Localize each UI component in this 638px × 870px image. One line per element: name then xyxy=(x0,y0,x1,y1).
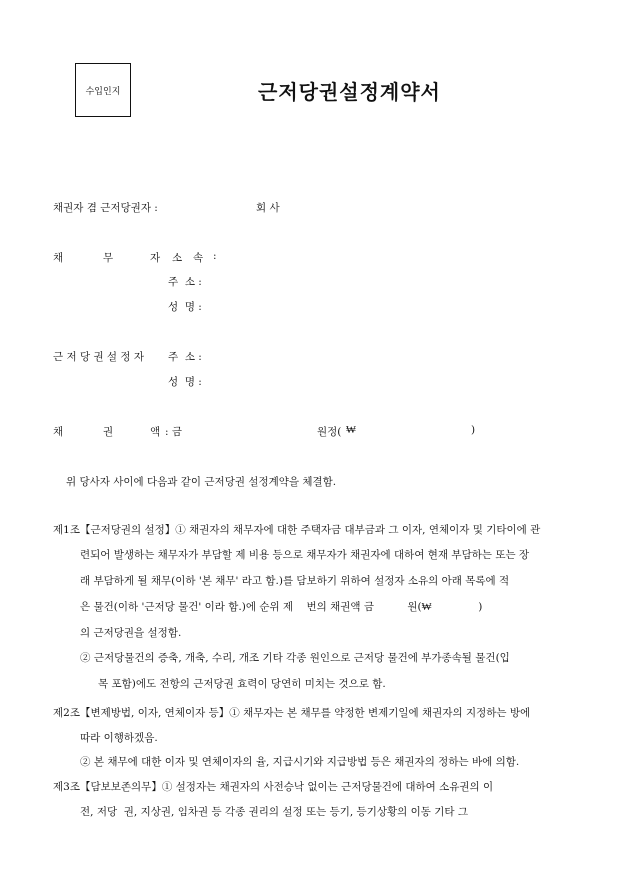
debtor-label-char-2: 무 xyxy=(103,252,114,264)
mortgagor-address-label: 주 소 : xyxy=(168,351,202,363)
article-2-line-3: ② 본 채무에 대한 이자 및 연체이자의 율, 지급시기와 지급방법 등은 채권자의 정하는 바에 의함. xyxy=(80,756,520,768)
article-3-line-1: 제3조【담보보존의무】① 설정자는 채권자의 사전승낙 없이는 근저당물건에 대하여 소유권의 이 xyxy=(53,781,494,793)
mortgagor-name-label: 성 명 : xyxy=(168,376,202,388)
amount-won-sign: ₩ xyxy=(346,424,356,436)
article-1-line-7: 목 포함)에도 전항의 근저당권 효력이 당연히 미치는 것으로 함. xyxy=(98,678,386,690)
debtor-label-char-1: 채 xyxy=(53,252,64,264)
debtor-address-label: 주 소 : xyxy=(168,276,202,288)
creditor-label: 채권자 겸 근저당권자 : xyxy=(53,202,158,214)
creditor-row xyxy=(53,200,158,215)
debtor-name-label: 성 명 : xyxy=(168,301,202,313)
amount-won-label: 원정( xyxy=(317,426,342,438)
debtor-label-char-3: 자 xyxy=(150,252,161,264)
article-1-line-1: 제1조【근저당권의 설정】① 채권자의 채무자에 대한 주택자금 대부금과 그 이자, 연체이자 및 기타이에 관 xyxy=(53,524,541,536)
amount-label-char-1: 채 xyxy=(53,426,64,438)
article-1-line-4: 은 물건(이하 '근저당 물건' 이라 함.)에 순위 제 번의 채권액 금 원(₩ ) xyxy=(80,601,483,613)
article-1-line-3: 래 부담하게 될 채무(이하 '본 채무' 라고 함.)를 담보하기 위하여 설정자 소유의 아래 목록에 적 xyxy=(80,575,510,587)
revenue-stamp-box xyxy=(75,63,131,117)
intro-sentence: 위 당사자 사이에 다음과 같이 근저당권 설정계약을 체결함. xyxy=(66,476,337,488)
debtor-label-char-4: 소 xyxy=(172,252,183,264)
amount-close-paren: ) xyxy=(471,424,476,436)
document-title: 근저당권설정계약서 xyxy=(258,80,441,104)
article-2-line-1: 제2조【변제방법, 이자, 연체이자 등】① 채무자는 본 채무를 약정한 변제기일에 채권자의 지정하는 방에 xyxy=(53,707,531,719)
debtor-label-colon: : xyxy=(213,250,217,262)
revenue-stamp-label: 수입인지 xyxy=(85,86,121,97)
article-1-line-2: 련되어 발생하는 채무자가 부담할 제 비용 등으로 채무자가 채권자에 대하여 현재 부담하는 또는 장 xyxy=(80,549,530,561)
article-1-line-6: ② 근저당물건의 증축, 개축, 수리, 개조 기타 각종 원인으로 근저당 물건에 부가종속될 물건(입 xyxy=(80,652,510,664)
article-2-line-2: 따라 이행하겠음. xyxy=(80,732,158,744)
amount-prefix: : 금 xyxy=(165,426,183,438)
debtor-label-char-5: 속 xyxy=(193,252,204,264)
article-1-line-5: 의 근저당권을 설정함. xyxy=(80,627,182,639)
mortgagor-label: 근 저 당 권 설 정 자 xyxy=(53,351,145,363)
amount-label-char-3: 액 xyxy=(150,426,161,438)
amount-label-char-2: 권 xyxy=(103,426,114,438)
article-3-line-2: 전, 저당 권, 지상권, 임차권 등 각종 권리의 설정 또는 등기, 등기상황의 이동 기타 그 xyxy=(80,806,468,818)
creditor-value: 회 사 xyxy=(256,202,280,214)
